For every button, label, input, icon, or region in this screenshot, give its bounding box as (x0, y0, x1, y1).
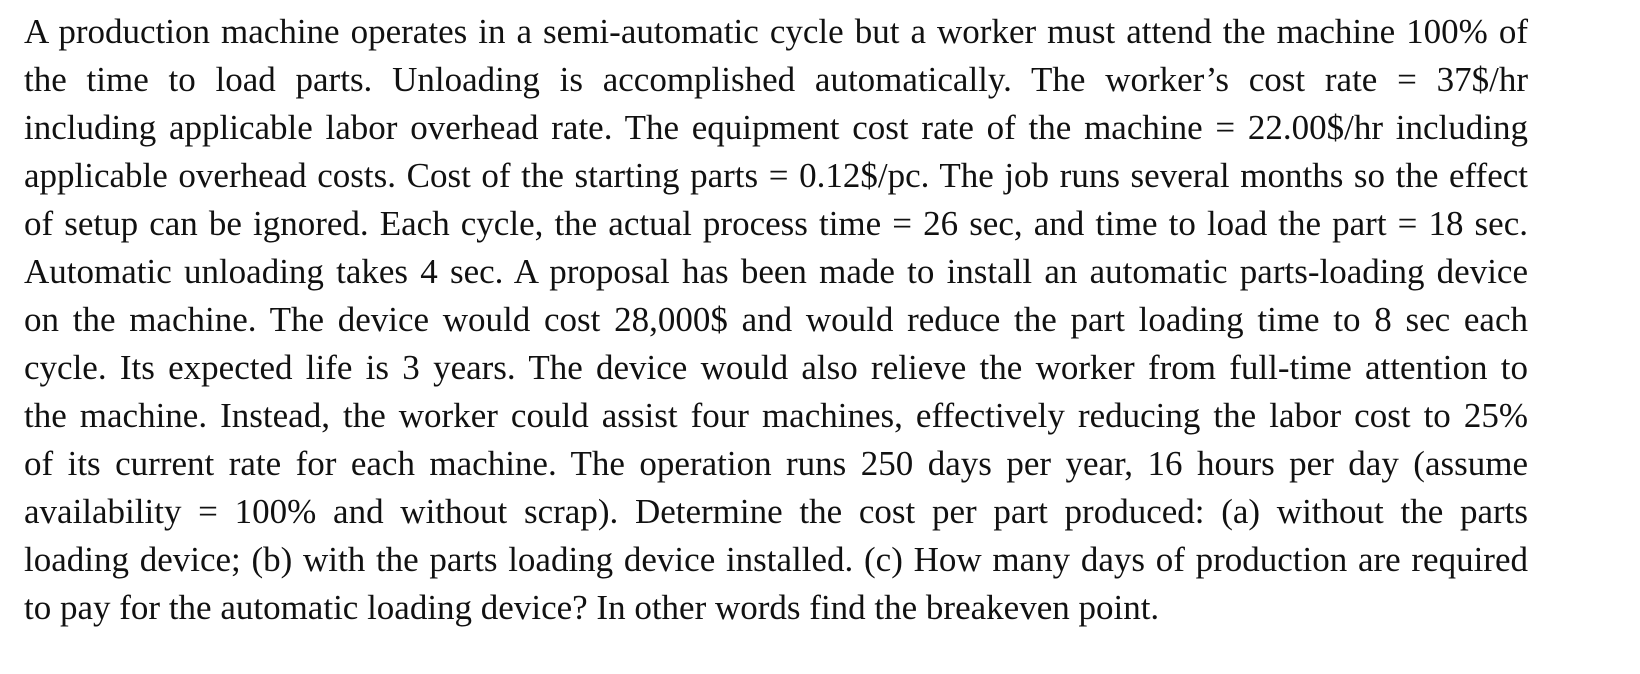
problem-statement-paragraph (24, 8, 1528, 632)
text-line: loading device; (b) with the parts loading device installed. (c) How many days of production are required (24, 540, 1528, 579)
text-line: cycle. Its expected life is 3 years. The device would also relieve the worker from full-time attention to (24, 348, 1528, 387)
text-line: on the machine. The device would cost 28,000$ and would reduce the part loading time to 8 sec each (24, 300, 1528, 339)
text-line: including applicable labor overhead rate. The equipment cost rate of the machine = 22.00$/hr including (24, 108, 1528, 147)
text-line: the machine. Instead, the worker could assist four machines, effectively reducing the labor cost to 25% (24, 396, 1528, 435)
text-line: applicable overhead costs. Cost of the starting parts = 0.12$/pc. The job runs several months so the effect (24, 156, 1528, 195)
text-line: A production machine operates in a semi-automatic cycle but a worker must attend the machine 100% of (24, 12, 1528, 51)
text-line: availability = 100% and without scrap). Determine the cost per part produced: (a) without the parts (24, 492, 1528, 531)
text-line: of its current rate for each machine. The operation runs 250 days per year, 16 hours per day (assume (24, 444, 1528, 483)
text-line: Automatic unloading takes 4 sec. A proposal has been made to install an automatic parts-loading device (24, 252, 1528, 291)
text-line-last: to pay for the automatic loading device? In other words find the breakeven point. (24, 588, 1160, 627)
text-line: the time to load parts. Unloading is accomplished automatically. The worker’s cost rate = 37$/hr (24, 60, 1528, 99)
text-line: of setup can be ignored. Each cycle, the actual process time = 26 sec, and time to load the part = 18 sec. (24, 204, 1528, 243)
